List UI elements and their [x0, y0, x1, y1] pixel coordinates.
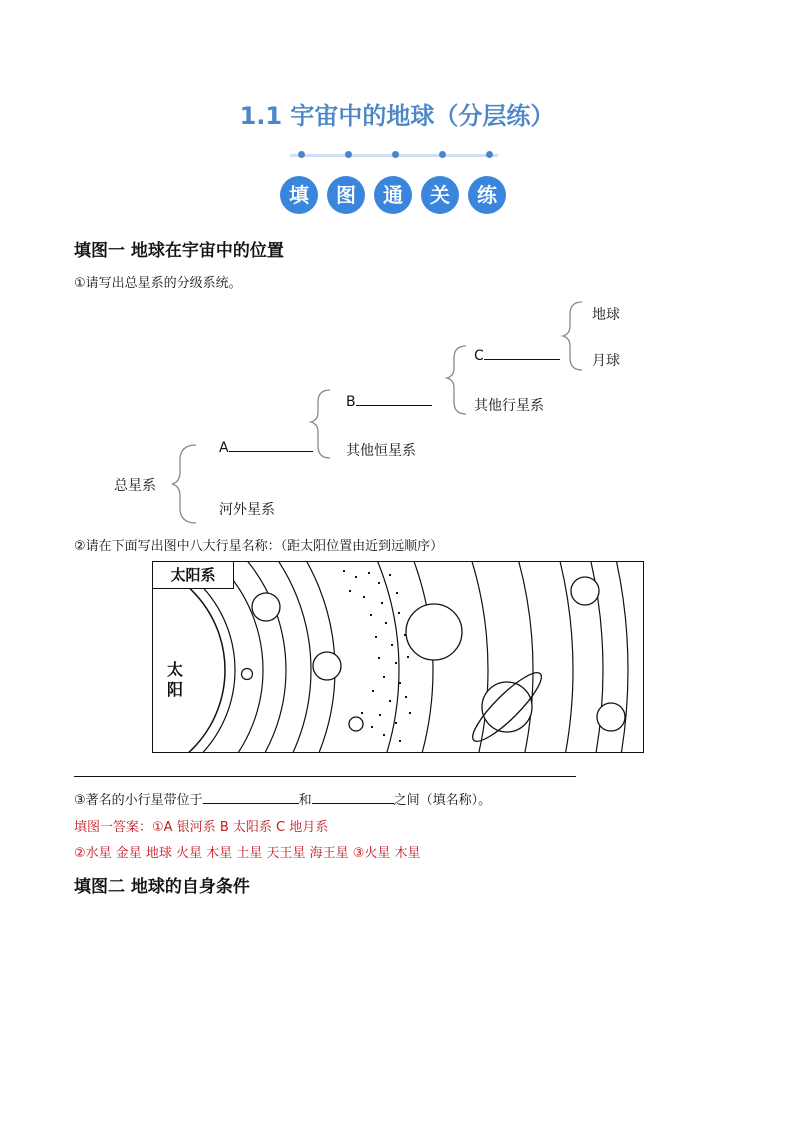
- q3-text-mid: 和: [298, 793, 312, 808]
- tree-outer-galaxies: 河外星系: [219, 502, 275, 518]
- badge-1: 填: [280, 176, 318, 214]
- solar-system-label: 太阳系: [153, 562, 234, 589]
- blank-a[interactable]: [229, 451, 313, 452]
- badge-2: 图: [327, 176, 365, 214]
- answer-1: [74, 816, 328, 835]
- tree-earth: 地球: [592, 307, 620, 323]
- tree-other-star-systems: 其他恒星系: [346, 443, 416, 459]
- divider-dot: [439, 151, 446, 158]
- badge-4: 关: [421, 176, 459, 214]
- question-2: ②请在下面写出图中八大行星名称：（距太阳位置由近到远顺序）: [74, 539, 444, 554]
- badge-5: 练: [468, 176, 506, 214]
- answer-label: 填图一答案：: [74, 820, 153, 835]
- solar-system-drawing: [153, 562, 643, 752]
- divider-dot: [486, 151, 493, 158]
- blank-q3-1[interactable]: [203, 803, 299, 804]
- tree-a: [219, 440, 313, 456]
- tree-a-label: A: [219, 440, 229, 456]
- divider-dot: [298, 151, 305, 158]
- tree-c-label: C: [474, 348, 484, 364]
- blank-q3-2[interactable]: [312, 803, 394, 804]
- sun-label: 太 阳: [167, 660, 184, 699]
- blank-c[interactable]: [484, 359, 560, 360]
- q3-text-start: ③著名的小行星带位于: [74, 793, 203, 808]
- blank-b[interactable]: [356, 405, 432, 406]
- divider-dot: [392, 151, 399, 158]
- tree-c: [474, 348, 560, 364]
- badge-3: 通: [374, 176, 412, 214]
- q3-text-end: 之间（填名称）。: [393, 793, 492, 808]
- tree-root: 总星系: [114, 478, 156, 494]
- page-title: 1.1 宇宙中的地球（分层练）: [239, 102, 555, 130]
- tree-other-planet-systems: 其他行星系: [474, 398, 544, 414]
- answer-line[interactable]: [74, 776, 576, 777]
- solar-system-diagram: [152, 561, 644, 753]
- divider-dot: [345, 151, 352, 158]
- section1-heading: 填图一 地球在宇宙中的位置: [74, 241, 284, 261]
- section2-heading: 填图二 地球的自身条件: [74, 877, 250, 897]
- tree-b: [346, 394, 432, 410]
- answer-2: ②水星 金星 地球 火星 木星 土星 天王星 海王星 ③火星 木星: [74, 846, 421, 861]
- question-3: [74, 789, 491, 808]
- tree-moon: 月球: [592, 353, 620, 369]
- answer-1-text: ①A 银河系 B 太阳系 C 地月系: [152, 820, 329, 835]
- question-1: ①请写出总星系的分级系统。: [74, 276, 242, 291]
- tree-b-label: B: [346, 394, 356, 410]
